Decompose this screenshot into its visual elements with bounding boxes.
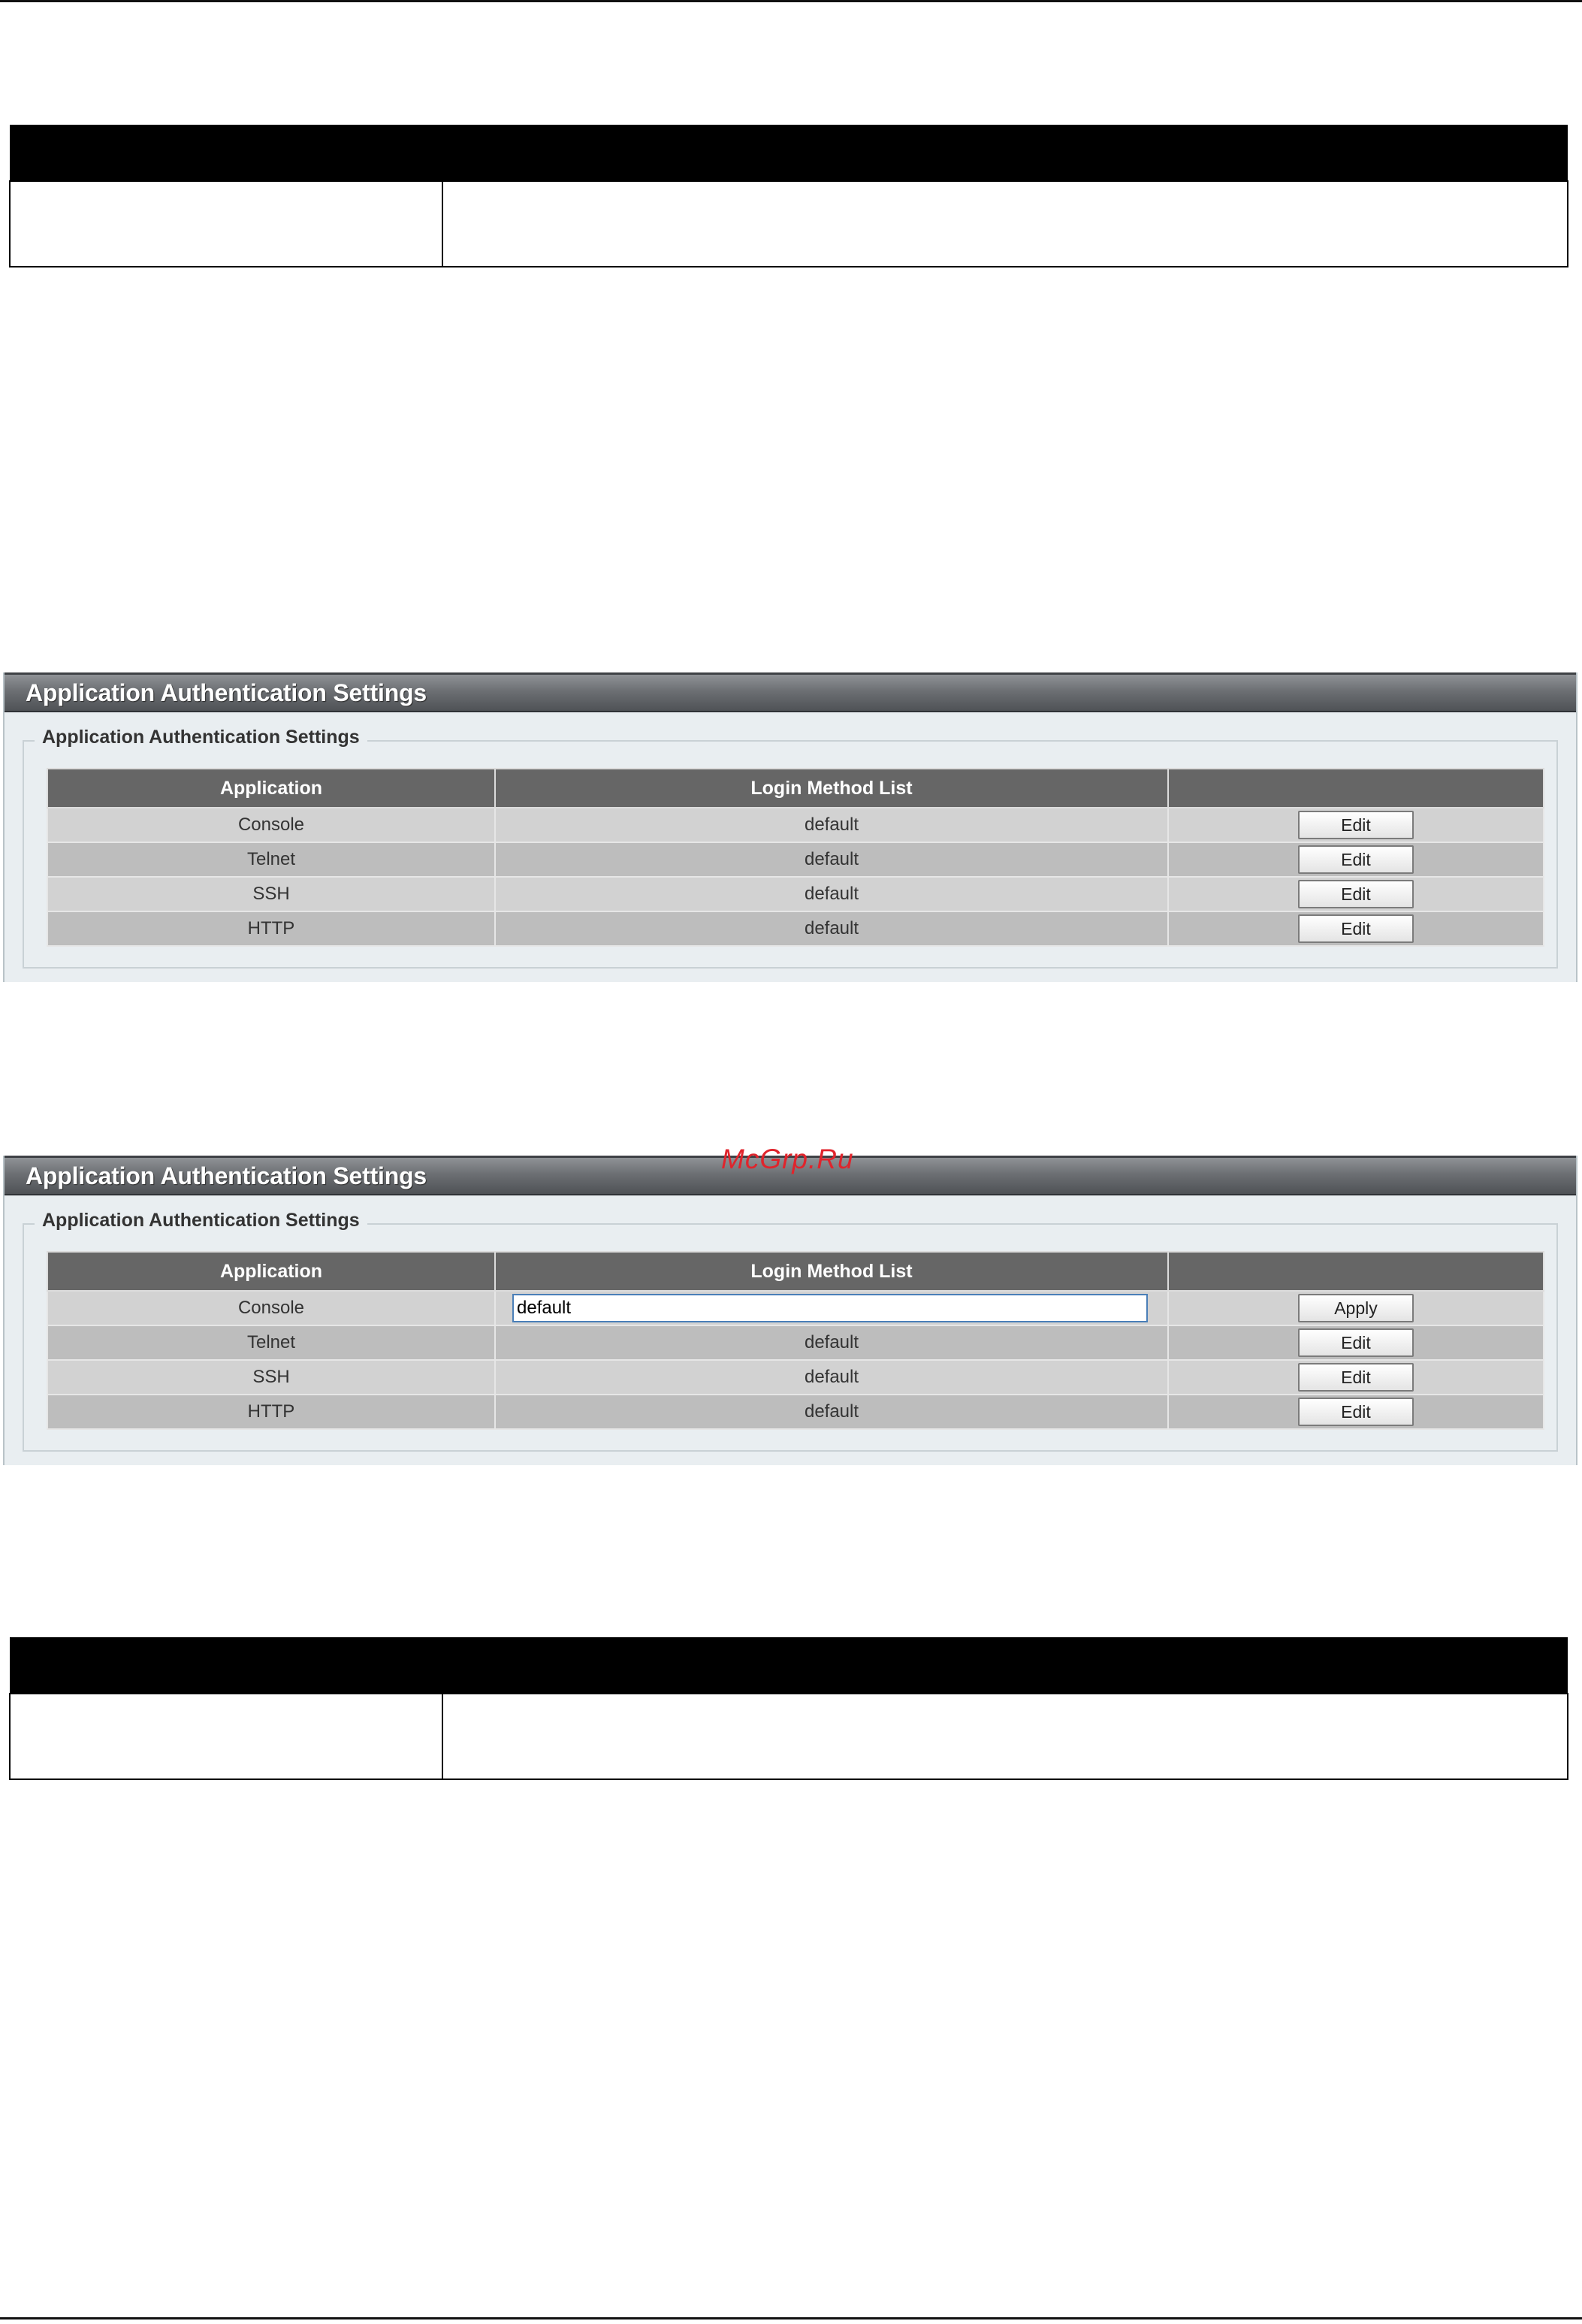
edit-button[interactable]: Edit [1298, 1398, 1414, 1426]
parameter-table-header [10, 1637, 1568, 1694]
login-method-list-input[interactable] [512, 1294, 1148, 1322]
column-header-application: Application [47, 769, 495, 808]
parameter-table-1 [9, 125, 1568, 267]
table-row [47, 911, 1544, 946]
action-cell [1168, 1360, 1544, 1395]
fieldset-legend: Application Authentication Settings [35, 727, 367, 748]
table-row [47, 842, 1544, 877]
table-row [47, 1325, 1544, 1360]
app-auth-panel-2 [3, 1156, 1577, 1465]
application-cell: Console [47, 808, 495, 842]
settings-fieldset [23, 727, 1558, 969]
panel-header [5, 672, 1576, 712]
apply-button[interactable]: Apply [1298, 1294, 1414, 1322]
fieldset-legend: Application Authentication Settings [35, 1210, 367, 1232]
table-row [47, 1291, 1544, 1325]
application-cell: SSH [47, 1360, 495, 1395]
watermark-text: McGrp.Ru [721, 1144, 854, 1174]
application-cell: HTTP [47, 1395, 495, 1429]
column-header-login-method-list: Login Method List [495, 769, 1168, 808]
action-cell [1168, 1291, 1544, 1325]
edit-button[interactable]: Edit [1298, 914, 1414, 943]
parameter-cell [10, 1694, 442, 1779]
login-method-list-cell: default [495, 1360, 1168, 1395]
parameter-table-header [10, 125, 1568, 181]
action-cell [1168, 877, 1544, 911]
action-cell [1168, 808, 1544, 842]
login-method-list-cell: default [495, 1395, 1168, 1429]
application-cell: SSH [47, 877, 495, 911]
bottom-rule [0, 2317, 1582, 2319]
parameter-header-cell [10, 125, 442, 181]
login-method-list-cell: default [495, 877, 1168, 911]
action-cell [1168, 1325, 1544, 1360]
app-auth-table [47, 1251, 1544, 1430]
description-cell [442, 1694, 1568, 1779]
edit-button[interactable]: Edit [1298, 845, 1414, 874]
description-header-cell [442, 1637, 1568, 1694]
top-rule [0, 0, 1582, 2]
edit-button[interactable]: Edit [1298, 880, 1414, 908]
app-auth-panel-1 [3, 672, 1577, 982]
parameter-table-row [10, 1694, 1568, 1779]
column-header-application: Application [47, 1252, 495, 1291]
parameter-cell [10, 181, 442, 267]
application-cell: Console [47, 1291, 495, 1325]
login-method-list-cell: default [495, 1325, 1168, 1360]
login-method-list-cell: default [495, 842, 1168, 877]
login-method-list-cell: default [495, 808, 1168, 842]
column-header-action [1168, 1252, 1544, 1291]
table-row [47, 1360, 1544, 1395]
panel-title: Application Authentication Settings [26, 1162, 427, 1189]
column-header-login-method-list: Login Method List [495, 1252, 1168, 1291]
application-cell: HTTP [47, 911, 495, 946]
action-cell [1168, 842, 1544, 877]
settings-fieldset [23, 1210, 1558, 1452]
application-cell: Telnet [47, 842, 495, 877]
parameter-table-row [10, 181, 1568, 267]
parameter-header-cell [10, 1637, 442, 1694]
parameter-table-2 [9, 1637, 1568, 1780]
edit-button[interactable]: Edit [1298, 1363, 1414, 1392]
login-method-list-cell: default [495, 911, 1168, 946]
action-cell [1168, 911, 1544, 946]
table-row [47, 808, 1544, 842]
app-auth-table [47, 768, 1544, 947]
table-row [47, 1395, 1544, 1429]
table-header-row [47, 1252, 1544, 1291]
action-cell [1168, 1395, 1544, 1429]
application-cell: Telnet [47, 1325, 495, 1360]
login-method-list-cell [495, 1291, 1168, 1325]
table-header-row [47, 769, 1544, 808]
description-header-cell [442, 125, 1568, 181]
column-header-action [1168, 769, 1544, 808]
table-row [47, 877, 1544, 911]
panel-title: Application Authentication Settings [26, 679, 427, 706]
edit-button[interactable]: Edit [1298, 811, 1414, 839]
edit-button[interactable]: Edit [1298, 1328, 1414, 1357]
description-cell [442, 181, 1568, 267]
